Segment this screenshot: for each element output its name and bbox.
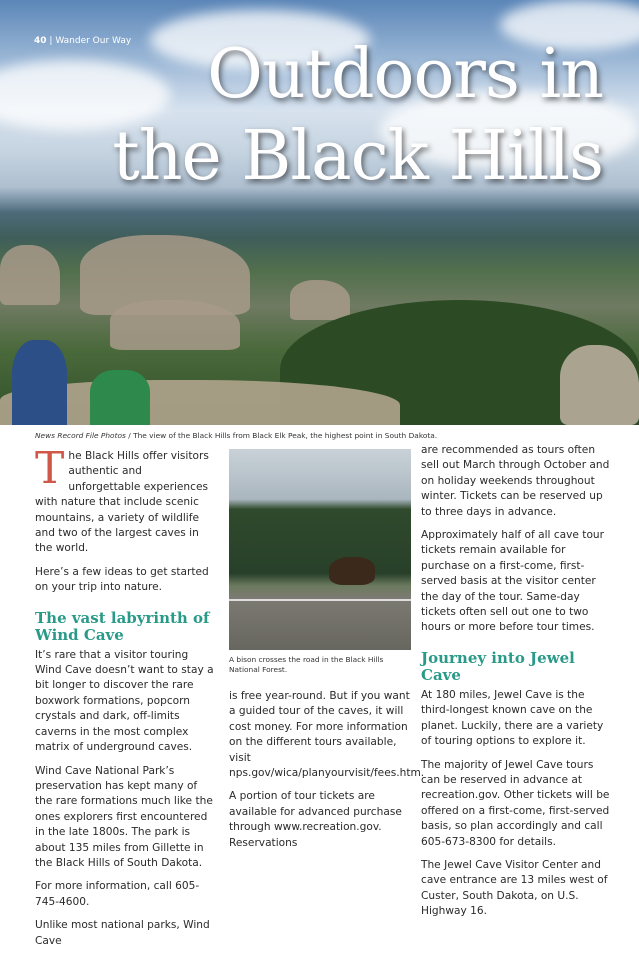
- hero-caption: [35, 431, 437, 440]
- body-paragraph: It’s rare that a visitor touring Wind Cave doesn’t want to stay a bit longer to discover the rare boxwork formations, popcorn crystals and dark, off-limits caverns in the most complex matrix of underground caves.: [35, 648, 214, 754]
- hiker-figure: [12, 340, 67, 425]
- body-paragraph: are recommended as tours often sell out March through October and on holiday weekends throughout winter. Tickets can be reserved up to three days in advance.: [421, 444, 610, 518]
- body-paragraph: Unlike most national parks, Wind Cave: [35, 919, 210, 947]
- body-paragraph: Wind Cave National Park’s preservation has kept many of the rare formations much like the ones explorers first encountered in the late 1800s. The park is about 135 miles from Gillette in the Black Hills of South Dakota.: [35, 764, 213, 869]
- page-title: [112, 34, 603, 198]
- bison-photo: [229, 449, 411, 650]
- body-paragraph: For more information, call 605-745-4600.: [35, 880, 200, 908]
- jewel-cave-heading: Journey into Jewel Cave: [421, 648, 575, 684]
- body-paragraph: A portion of tour tickets are available for advanced purchase through www.recreation.gov. Reservations: [229, 790, 402, 849]
- column-3: [421, 443, 611, 928]
- body-paragraph: At 180 miles, Jewel Cave is the third-longest known cave on the planet. Luckily, there are a variety of touring options to explore it.: [421, 688, 604, 748]
- bison-figure: [329, 557, 375, 585]
- photo-credit: News Record File Photos: [35, 431, 126, 440]
- page-number: 40: [34, 36, 47, 46]
- title-line-1: Outdoors in: [207, 35, 603, 114]
- column-1: [35, 443, 217, 957]
- body-paragraph: The Jewel Cave Visitor Center and cave entrance are 13 miles west of Custer, South Dakota, on U.S. Highway 16.: [421, 858, 608, 918]
- child-figure: [90, 370, 150, 425]
- drop-cap: T: [35, 443, 65, 494]
- body-paragraph: is free year-round. But if you want a guided tour of the caves, it will cost money. For more information on the different tours available, visit nps.gov/wica/planyourvisit/fees.htm.: [229, 690, 425, 780]
- intro-paragraph: he Black Hills offer visitors authentic and unforgettable experiences with nature that include scenic mountains, a variety of wildlife and two of the largest caves in the world.: [35, 450, 209, 555]
- header-separator: |: [49, 36, 53, 46]
- title-line-2: the Black Hills: [112, 117, 603, 196]
- caption-text: The view of the Black Hills from Black Elk Peak, the highest point in South Dakota.: [133, 431, 438, 440]
- intro-paragraph-2: Here’s a few ideas to get started on your trip into nature.: [35, 565, 209, 594]
- column-2: [229, 449, 425, 859]
- section-name: Wander Our Way: [55, 36, 132, 46]
- caption-separator: /: [128, 431, 131, 440]
- body-paragraph: Approximately half of all cave tour tickets remain available for purchase on a first-come, first-served basis at the visitor center the day of the tour. Same-day tickets often sell out one to two hours or more before tour times.: [421, 529, 604, 634]
- bison-caption: A bison crosses the road in the Black Hills National Forest.: [229, 655, 384, 674]
- body-paragraph: The majority of Jewel Cave tours can be reserved in advance at recreation.gov. Other tickets will be offered on a first-come, first-served basis, so plan accordingly and call 605-673-8300 for details.: [421, 758, 610, 848]
- wind-cave-heading: The vast labyrinth of Wind Cave: [35, 608, 210, 644]
